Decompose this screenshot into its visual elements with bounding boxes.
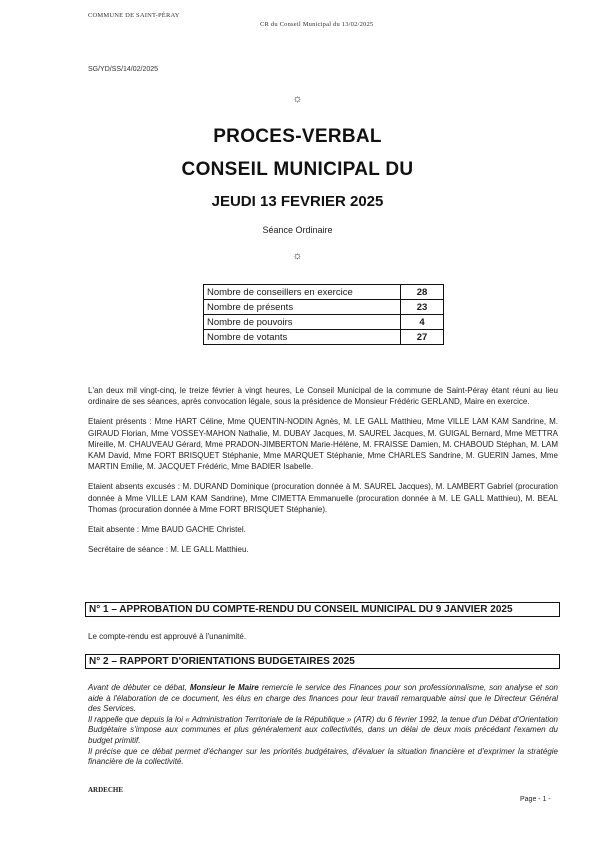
table-row — [204, 315, 444, 330]
section-2-text-mayor: Monsieur le Maire — [189, 683, 259, 692]
document-reference: SG/YD/SS/14/02/2025 — [88, 66, 159, 73]
title-line-conseil: CONSEIL MUNICIPAL DU — [181, 159, 414, 180]
session-secretary: Secrétaire de séance : M. LE GALL Matthieu. — [88, 545, 249, 555]
intro-text — [88, 385, 558, 564]
stat-label: Nombre de pouvoirs — [204, 315, 401, 330]
stat-value: 23 — [401, 300, 444, 315]
footer-department: ARDECHE — [88, 786, 124, 794]
excused-members: Etaient absents excusés : M. DURAND Dominique (procuration donnée à M. SAUREL Jacques), M. LAMBERT Gabriel (procuration donnée à Mme VILLE LAM KAM Sandrine), Mme CIMETTA Emmanuelle (procuration donnée à M. LE GALL Matthieu), M. BEAL Thomas (procuration donnée à Mme FORT BRISQUET Stéphanie). — [88, 482, 558, 514]
session-type: Séance Ordinaire — [262, 225, 333, 235]
stat-value: 28 — [401, 285, 444, 300]
section-2-heading: N° 2 – RAPPORT D'ORIENTATIONS BUDGETAIRES 2025 — [85, 654, 560, 669]
section-2-text-law: Il rappelle que depuis la loi « Administration Territoriale de la République » (ATR) du 6 février 1992, la tenue d'un Débat d'Orientation Budgétaire s'impose aux communes et plus généralement aux collectivités, dans un délai de deux mois précédant l'examen du budget primitif. — [88, 714, 558, 745]
section-1-text: Le compte-rendu est approuvé à l'unanimité. — [88, 632, 247, 641]
title-line-proces-verbal: PROCES-VERBAL — [213, 126, 382, 147]
section-2-text-purpose: Il précise que ce débat permet d'échanger sur les priorités budgétaires, d'évaluer la situation financière et d'exprimer la stratégie financière de la collectivité. — [88, 746, 558, 767]
document-header-title: CR du Conseil Municipal du 13/02/2025 — [260, 21, 374, 28]
absent-members: Etait absente : Mme BAUD GACHE Christel. — [88, 525, 246, 535]
table-row — [204, 330, 444, 345]
stat-value: 27 — [401, 330, 444, 345]
present-members: Etaient présents : Mme HART Céline, Mme QUENTIN-NODIN Agnès, M. LE GALL Matthieu, Mme VILLE LAM KAM Sandrine, M. GIRAUD Florian, Mme VOSSEY-MAHON Nathalie, M. DUBAY Jacques, M. SAUREL Jacques, M. GUIGAL Bernard, Mme METTRA Mireille, M. CHAUVEAU Gérard, Mme PRADON-JIMBERTON Marie-Hélène, M. FRAISSE Damien, M. CHABOUD Stéphan, M. LAM KAM David, Mme FORT BRISQUET Stéphanie, Mme MARQUET Stéphanie, Mme CHARLES Sandrine, M. GUERIN James, Mme MARTIN Emilie, M. JACQUET Frédéric, Mme BADIER Isabelle. — [88, 417, 558, 472]
ornament-star-icon: ☼ — [292, 93, 303, 105]
section-2-text-thanks: remercie le service des Finances pour son professionnalisme, son analyse et son aide à l'élaboration de ce document, les élus en charge des finances pour leur travail remarquable ainsi que le Directeur Général des Services. — [88, 683, 558, 714]
ornament-star-icon: ☼ — [292, 250, 303, 262]
stat-value: 4 — [401, 315, 444, 330]
stat-label: Nombre de conseillers en exercice — [204, 285, 401, 300]
intro-opening: L'an deux mil vingt-cinq, le treize février à vingt heures, Le Conseil Municipal de la commune de Saint-Péray étant réuni au lieu ordinaire de ses séances, après convocation légale, sous la présidence de Monsieur Frédéric GERLAND, Maire en exercice. — [88, 386, 558, 407]
section-2-text — [88, 683, 558, 768]
section-2-text-intro: Avant de débuter ce débat, — [88, 683, 190, 692]
attendance-table — [203, 284, 444, 345]
stat-label: Nombre de votants — [204, 330, 401, 345]
title-line-date: JEUDI 13 FEVRIER 2025 — [211, 193, 384, 210]
section-1-heading: N° 1 – APPROBATION DU COMPTE-RENDU DU CONSEIL MUNICIPAL DU 9 JANVIER 2025 — [85, 602, 560, 617]
stat-label: Nombre de présents — [204, 300, 401, 315]
page-number: Page - 1 - — [520, 796, 551, 803]
commune-name: COMMUNE DE SAINT-PÉRAY — [88, 12, 180, 19]
table-row — [204, 300, 444, 315]
table-row — [204, 285, 444, 300]
